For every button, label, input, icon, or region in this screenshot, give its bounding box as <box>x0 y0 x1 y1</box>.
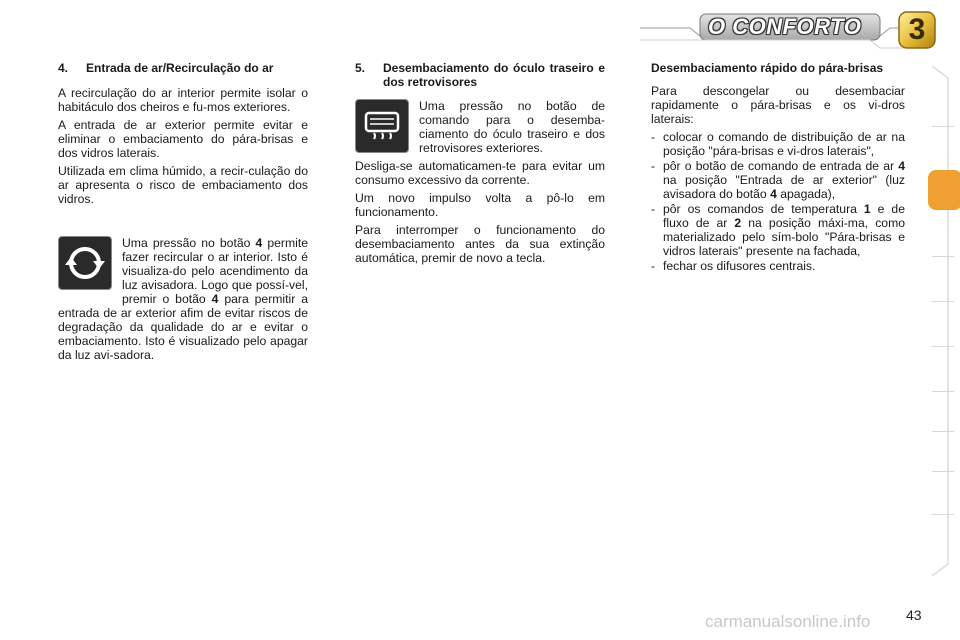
tab-divider <box>932 256 954 257</box>
tab-divider <box>932 346 954 347</box>
list-item: - pôr o botão de comando de entrada de ar 4 na posição "Entrada de ar exterior" (luz avisadora do botão 4 apagada), <box>651 159 905 201</box>
paragraph: Um novo impulso volta a pô-lo em funcionamento. <box>355 191 605 219</box>
section-number: 5. <box>355 61 366 75</box>
tab-divider <box>932 391 954 392</box>
list-item: - pôr os comandos de temperatura 1 e de fluxo de ar 2 na posição máxi-ma, como materializado pelo sím-bolo "Pára-brisas e vidros laterais" presente na fachada, <box>651 202 905 258</box>
air-recirculation-icon <box>65 243 105 283</box>
page-number: 43 <box>906 607 922 623</box>
rear-defrost-icon <box>362 109 402 143</box>
column-rear-defrost <box>355 62 605 269</box>
tab-divider <box>932 471 954 472</box>
list-item: - fechar os difusores centrais. <box>651 259 905 273</box>
column-recirculation <box>58 62 308 366</box>
watermark: carmanualsonline.info <box>705 612 871 631</box>
paragraph: Uma pressão no botão de comando para o desemba-ciamento do óculo traseiro e dos retrovisores exteriores. <box>419 99 605 155</box>
instruction-list <box>651 130 905 273</box>
paragraph: A entrada de ar exterior permite evitar e eliminar o embaciamento do pára-brisas e dos vidros laterais. <box>58 117 308 160</box>
chapter-badge <box>897 10 937 50</box>
paragraph: A recirculação do ar interior permite isolar o habitáculo dos cheiros e fu-mos exteriores. <box>58 85 308 114</box>
section-heading: Desembaciamento do óculo traseiro e dos retrovisores <box>383 61 605 89</box>
chapter-tabs <box>928 66 960 576</box>
tab-divider <box>932 431 954 432</box>
paragraph-button-4: Uma pressão no botão 4 permite fazer recircular o ar interior. Isto é visualiza-do pelo acendimento da luz avisadora. Logo que possí-vel, premir o botão 4 para permitir a entrada de ar exterior afim de evitar riscos de degradação da qualidade do ar e evitar o embaciamento. Isto é visualizado pelo apagar da luz avi-sadora. <box>58 235 308 362</box>
paragraph: Utilizada em clima húmido, a recir-culação do ar apresenta o risco de embaciamento dos vidros. <box>58 163 308 206</box>
tab-divider <box>932 514 954 515</box>
chapter-tabs-frame <box>928 66 960 576</box>
column-windscreen-demist <box>651 62 905 274</box>
chapter-title: O CONFORTO <box>708 14 862 39</box>
section-heading: Entrada de ar/Recirculação do ar <box>86 61 274 75</box>
list-item: - colocar o comando de distribuição de ar na posição "pára-brisas e vi-dros laterais", <box>651 130 905 158</box>
tab-divider <box>932 126 954 127</box>
chapter-number: 3 <box>908 13 926 46</box>
paragraph: Para interromper o funcionamento do desembaciamento antes da sua extinção automática, premir de novo a tecla. <box>355 223 605 265</box>
paragraph: Para descongelar ou desembaciar rapidamente o pára-brisas e os vi-dros laterais: <box>651 83 905 126</box>
tab-divider <box>932 301 954 302</box>
paragraph: Desliga-se automaticamen-te para evitar um consumo excessivo da corrente. <box>355 159 605 187</box>
section-title-4 <box>58 62 308 76</box>
section-title-5 <box>355 62 605 89</box>
rear-defrost-button-illustration <box>355 99 409 153</box>
section-number: 4. <box>58 61 69 75</box>
recirculation-button-illustration <box>58 236 112 290</box>
section-title-rapid-demist: Desembaciamento rápido do pára-brisas <box>651 61 884 75</box>
